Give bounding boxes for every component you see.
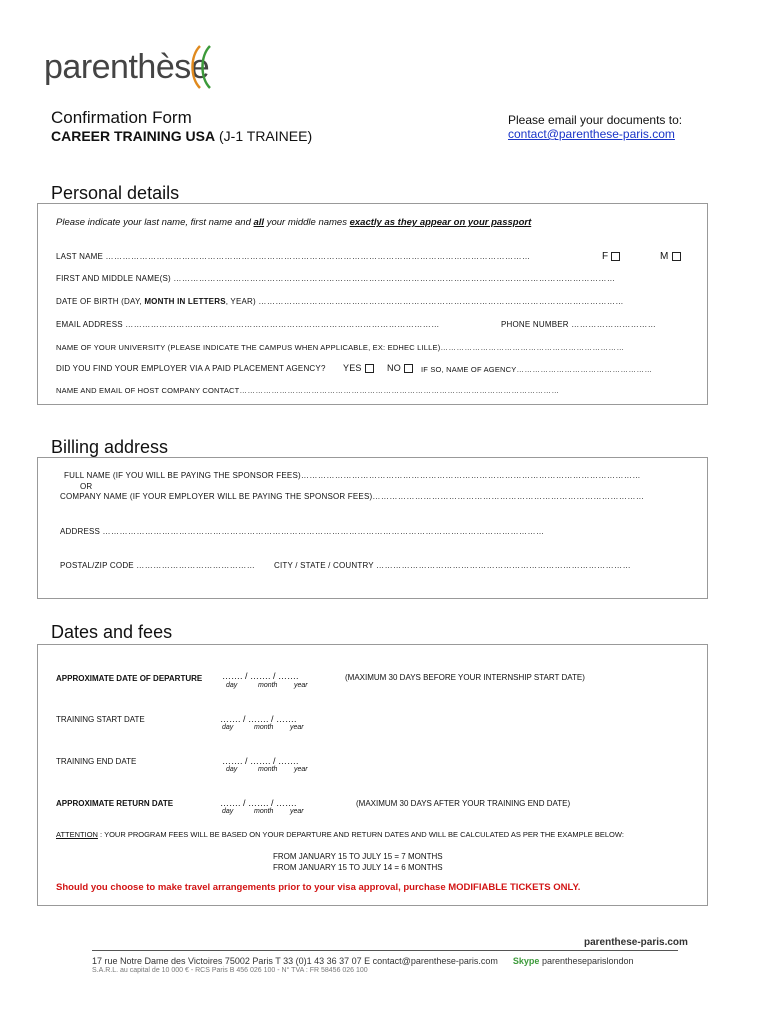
return-note: (MAXIMUM 30 DAYS AFTER YOUR TRAINING END DATE): [356, 799, 571, 808]
footer-divider: [92, 950, 678, 951]
form-title: Confirmation Form: [51, 108, 192, 127]
email-address-field[interactable]: EMAIL ADDRESS …………………………………………………………………………………………………: [56, 320, 440, 329]
host-contact-field[interactable]: NAME AND EMAIL OF HOST COMPANY CONTACT…………………………………………………………………………………………………………: [56, 386, 560, 395]
passport-note: Please indicate your last name, first name and all your middle names exactly as they appear on your passport: [56, 217, 532, 228]
departure-date-label: APPROXIMATE DATE OF DEPARTURE: [56, 674, 203, 683]
attention-note: ATTENTION : YOUR PROGRAM FEES WILL BE BASED ON YOUR DEPARTURE AND RETURN DATES AND WILL BE CALCULATED AS PER THE EXAMPLE BELOW:: [56, 830, 624, 839]
fees-example-1: FROM JANUARY 15 TO JULY 15 = 7 MONTHS: [273, 852, 443, 861]
training-end-label: TRAINING END DATE: [56, 757, 137, 766]
gender-f-option[interactable]: F: [602, 251, 620, 262]
agency-name-field[interactable]: IF SO, NAME OF AGENCY……………………………………………: [421, 365, 653, 374]
fees-example-2: FROM JANUARY 15 TO JULY 14 = 6 MONTHS: [273, 863, 443, 872]
form-subtitle: CAREER TRAINING USA (J-1 TRAINEE): [51, 128, 313, 144]
gender-m-option[interactable]: M: [660, 251, 681, 262]
company-name-field[interactable]: COMPANY NAME (IF YOUR EMPLOYER WILL BE PAYING THE SPONSOR FEES)……………………………………………………………………………………: [60, 492, 645, 501]
logo-parenthesis-mark: [186, 42, 216, 92]
training-start-field[interactable]: ……. / ……. / …….: [220, 714, 297, 724]
gender-m-checkbox[interactable]: [672, 252, 681, 261]
agency-yes-option[interactable]: YES: [343, 363, 374, 373]
gender-f-checkbox[interactable]: [611, 252, 620, 261]
return-date-label: APPROXIMATE RETURN DATE: [56, 799, 174, 808]
postal-code-field[interactable]: POSTAL/ZIP CODE ……………………………………: [60, 561, 256, 570]
full-name-field[interactable]: FULL NAME (IF YOU WILL BE PAYING THE SPONSOR FEES)…………………………………………………………………………………………………………: [64, 471, 641, 480]
email-instruction: Please email your documents to:: [508, 113, 683, 127]
phone-number-field[interactable]: PHONE NUMBER …………………………: [501, 320, 657, 329]
university-field[interactable]: NAME OF YOUR UNIVERSITY (PLEASE INDICATE THE CAMPUS WHEN APPLICABLE, EX: EDHEC LILLE)……………………………………………………………: [56, 343, 625, 352]
footer-website[interactable]: parenthese-paris.com: [584, 937, 688, 948]
departure-date-hint: day month year: [226, 682, 308, 689]
return-date-field[interactable]: ……. / ……. / …….: [220, 798, 297, 808]
agency-no-checkbox[interactable]: [404, 364, 413, 373]
billing-address-heading: Billing address: [51, 437, 169, 457]
departure-date-field[interactable]: ……. / ……. / …….: [222, 671, 299, 681]
return-date-hint: day month year: [222, 808, 304, 815]
training-end-field[interactable]: ……. / ……. / …….: [222, 756, 299, 766]
departure-note: (MAXIMUM 30 DAYS BEFORE YOUR INTERNSHIP START DATE): [345, 673, 585, 682]
training-start-hint: day month year: [222, 724, 304, 731]
first-middle-name-field[interactable]: FIRST AND MIDDLE NAME(S) …………………………………………………………………………………………………………………………………………: [56, 274, 616, 283]
personal-details-heading: Personal details: [51, 183, 180, 203]
travel-warning: Should you choose to make travel arrangements prior to your visa approval, purchase MODIFIABLE TICKETS ONLY.: [56, 882, 581, 893]
contact-email-link[interactable]: contact@parenthese-paris.com: [508, 127, 675, 141]
footer-legal: S.A.R.L. au capital de 10 000 € - RCS Paris B 456 026 100 - N° TVA : FR 58456 026 100: [92, 967, 368, 974]
city-state-country-field[interactable]: CITY / STATE / COUNTRY ………………………………………………………………………………: [274, 561, 632, 570]
dates-fees-heading: Dates and fees: [51, 622, 173, 642]
training-start-label: TRAINING START DATE: [56, 715, 145, 724]
logo-text: parenthèse: [44, 48, 210, 86]
placement-agency-question: DID YOU FIND YOUR EMPLOYER VIA A PAID PLACEMENT AGENCY?: [56, 364, 326, 373]
agency-yes-checkbox[interactable]: [365, 364, 374, 373]
footer-address: 17 rue Notre Dame des Victoires 75002 Paris T 33 (0)1 43 36 37 07 E contact@parenthese-paris.com Skype parentheseparislondon: [92, 956, 634, 966]
last-name-field[interactable]: LAST NAME ……………………………………………………………………………………………………………………………………: [56, 252, 531, 261]
date-of-birth-field[interactable]: DATE OF BIRTH (DAY, MONTH IN LETTERS, YEAR) …………………………………………………………………………………………………………………: [56, 297, 624, 306]
or-separator: OR: [80, 482, 93, 491]
training-end-hint: day month year: [226, 766, 308, 773]
agency-no-option[interactable]: NO: [387, 363, 413, 373]
billing-address-field[interactable]: ADDRESS …………………………………………………………………………………………………………………………………………: [60, 527, 545, 536]
